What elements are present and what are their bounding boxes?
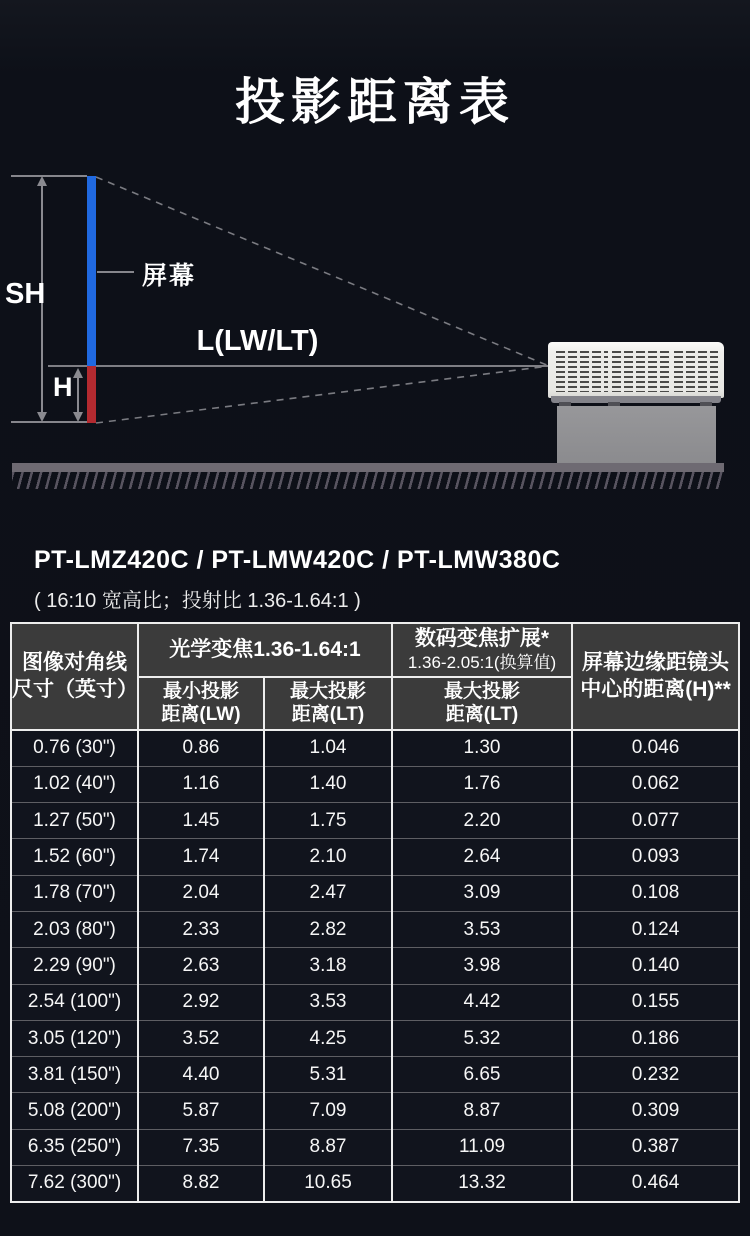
distance-value-cell: 0.186 bbox=[572, 1020, 739, 1056]
distance-value-cell: 1.16 bbox=[138, 766, 264, 802]
distance-value-cell: 0.155 bbox=[572, 984, 739, 1020]
distance-value-cell: 11.09 bbox=[392, 1129, 572, 1165]
page-title: 投影距离表 bbox=[235, 74, 515, 130]
screen-bar bbox=[87, 176, 96, 366]
projector-vent bbox=[556, 351, 608, 392]
table-row bbox=[11, 803, 739, 839]
diagonal-size-cell: 7.62 (300") bbox=[11, 1166, 138, 1202]
distance-value-cell: 4.42 bbox=[392, 984, 572, 1020]
table-row bbox=[11, 911, 739, 947]
distance-value-cell: 0.464 bbox=[572, 1166, 739, 1202]
projector-illustration bbox=[548, 342, 724, 398]
distance-value-cell: 13.32 bbox=[392, 1166, 572, 1202]
column-header-diagonal: 图像对角线 尺寸（英寸） bbox=[11, 623, 138, 730]
distance-value-cell: 0.140 bbox=[572, 948, 739, 984]
distance-value-cell: 2.20 bbox=[392, 803, 572, 839]
projector-base bbox=[551, 396, 721, 403]
table-row bbox=[11, 984, 739, 1020]
distance-value-cell: 2.10 bbox=[264, 839, 392, 875]
distance-value-cell: 7.35 bbox=[138, 1129, 264, 1165]
distance-value-cell: 0.093 bbox=[572, 839, 739, 875]
table-row bbox=[11, 1093, 739, 1129]
table-body bbox=[11, 730, 739, 1202]
diagonal-size-cell: 2.03 (80") bbox=[11, 911, 138, 947]
distance-value-cell: 5.31 bbox=[264, 1057, 392, 1093]
distance-value-cell: 0.077 bbox=[572, 803, 739, 839]
distance-value-cell: 2.63 bbox=[138, 948, 264, 984]
distance-value-cell: 4.40 bbox=[138, 1057, 264, 1093]
distance-value-cell: 3.52 bbox=[138, 1020, 264, 1056]
table-row bbox=[11, 1129, 739, 1165]
distance-value-cell: 1.74 bbox=[138, 839, 264, 875]
distance-value-cell: 0.046 bbox=[572, 730, 739, 766]
column-header-min-distance: 最小投影 距离(LW) bbox=[138, 677, 264, 731]
distance-value-cell: 5.87 bbox=[138, 1093, 264, 1129]
distance-value-cell: 3.98 bbox=[392, 948, 572, 984]
table-row bbox=[11, 839, 739, 875]
floor-hatching bbox=[12, 472, 724, 489]
screen-top-tick bbox=[11, 175, 87, 177]
lens-offset-bar bbox=[87, 366, 96, 423]
table-row bbox=[11, 730, 739, 766]
column-header-max-distance: 最大投影 距离(LT) bbox=[264, 677, 392, 731]
diagonal-size-cell: 1.52 (60") bbox=[11, 839, 138, 875]
projection-distance-table bbox=[10, 622, 740, 1203]
distance-value-cell: 0.232 bbox=[572, 1057, 739, 1093]
column-header-edge-distance: 屏幕边缘距镜头 中心的距离(H)** bbox=[572, 623, 739, 730]
distance-value-cell: 0.124 bbox=[572, 911, 739, 947]
distance-value-cell: 4.25 bbox=[264, 1020, 392, 1056]
screen-bottom-tick bbox=[11, 421, 96, 423]
distance-value-cell: 1.40 bbox=[264, 766, 392, 802]
distance-value-cell: 1.75 bbox=[264, 803, 392, 839]
table-row bbox=[11, 1166, 739, 1202]
distance-value-cell: 3.53 bbox=[392, 911, 572, 947]
distance-value-cell: 6.65 bbox=[392, 1057, 572, 1093]
arrow-down-icon bbox=[73, 412, 83, 422]
distance-value-cell: 0.86 bbox=[138, 730, 264, 766]
distance-value-cell: 10.65 bbox=[264, 1166, 392, 1202]
distance-value-cell: 8.87 bbox=[392, 1093, 572, 1129]
projection-distance-line bbox=[48, 365, 549, 367]
distance-value-cell: 1.45 bbox=[138, 803, 264, 839]
diagonal-size-cell: 2.29 (90") bbox=[11, 948, 138, 984]
distance-value-cell: 1.30 bbox=[392, 730, 572, 766]
screen-label: 屏幕 bbox=[142, 262, 197, 290]
arrow-up-icon bbox=[37, 176, 47, 186]
screen-pointer-line bbox=[97, 271, 134, 273]
distance-value-cell: 0.387 bbox=[572, 1129, 739, 1165]
screen-height-label: SH bbox=[5, 278, 46, 310]
column-header-optical-zoom: 光学变焦1.36-1.64:1 bbox=[138, 623, 392, 677]
distance-value-cell: 3.09 bbox=[392, 875, 572, 911]
projector-pedestal bbox=[557, 406, 716, 464]
column-header-digital-zoom: 数码变焦扩展* 1.36-2.05:1(换算值) bbox=[392, 623, 572, 677]
diagonal-size-cell: 6.35 (250") bbox=[11, 1129, 138, 1165]
distance-value-cell: 1.76 bbox=[392, 766, 572, 802]
distance-value-cell: 2.04 bbox=[138, 875, 264, 911]
projector-vent bbox=[612, 351, 670, 392]
distance-value-cell: 8.82 bbox=[138, 1166, 264, 1202]
floor-line bbox=[12, 463, 724, 472]
distance-value-cell: 0.108 bbox=[572, 875, 739, 911]
diagonal-size-cell: 1.78 (70") bbox=[11, 875, 138, 911]
diagonal-size-cell: 5.08 (200") bbox=[11, 1093, 138, 1129]
table-row bbox=[11, 766, 739, 802]
diagonal-size-cell: 3.81 (150") bbox=[11, 1057, 138, 1093]
distance-value-cell: 2.33 bbox=[138, 911, 264, 947]
diagonal-size-cell: 2.54 (100") bbox=[11, 984, 138, 1020]
projection-diagram bbox=[0, 160, 750, 510]
table-row bbox=[11, 1020, 739, 1056]
distance-value-cell: 2.82 bbox=[264, 911, 392, 947]
table-row bbox=[11, 948, 739, 984]
model-names: PT-LMZ420C / PT-LMW420C / PT-LMW380C bbox=[34, 546, 561, 574]
projector-vent bbox=[674, 351, 718, 392]
table-row bbox=[11, 875, 739, 911]
distance-value-cell: 0.062 bbox=[572, 766, 739, 802]
distance-value-cell: 3.53 bbox=[264, 984, 392, 1020]
diagonal-size-cell: 1.27 (50") bbox=[11, 803, 138, 839]
diagonal-size-cell: 0.76 (30") bbox=[11, 730, 138, 766]
projection-distance-label: L(LW/LT) bbox=[196, 325, 319, 357]
table-row bbox=[11, 1057, 739, 1093]
distance-value-cell: 8.87 bbox=[264, 1129, 392, 1165]
aspect-ratio-note: ( 16:10 宽高比；投射比 1.36-1.64:1 ) bbox=[34, 590, 361, 612]
distance-value-cell: 2.64 bbox=[392, 839, 572, 875]
arrow-down-icon bbox=[37, 412, 47, 422]
diagonal-size-cell: 1.02 (40") bbox=[11, 766, 138, 802]
distance-value-cell: 7.09 bbox=[264, 1093, 392, 1129]
lens-offset-arrow bbox=[77, 376, 79, 414]
distance-value-cell: 2.47 bbox=[264, 875, 392, 911]
model-heading bbox=[34, 546, 560, 613]
lens-offset-label: H bbox=[53, 372, 73, 402]
distance-value-cell: 0.309 bbox=[572, 1093, 739, 1129]
distance-value-cell: 1.04 bbox=[264, 730, 392, 766]
arrow-up-icon bbox=[73, 368, 83, 378]
diagonal-size-cell: 3.05 (120") bbox=[11, 1020, 138, 1056]
distance-value-cell: 2.92 bbox=[138, 984, 264, 1020]
distance-value-cell: 3.18 bbox=[264, 948, 392, 984]
column-header-digital-max-distance: 最大投影 距离(LT) bbox=[392, 677, 572, 731]
distance-value-cell: 5.32 bbox=[392, 1020, 572, 1056]
